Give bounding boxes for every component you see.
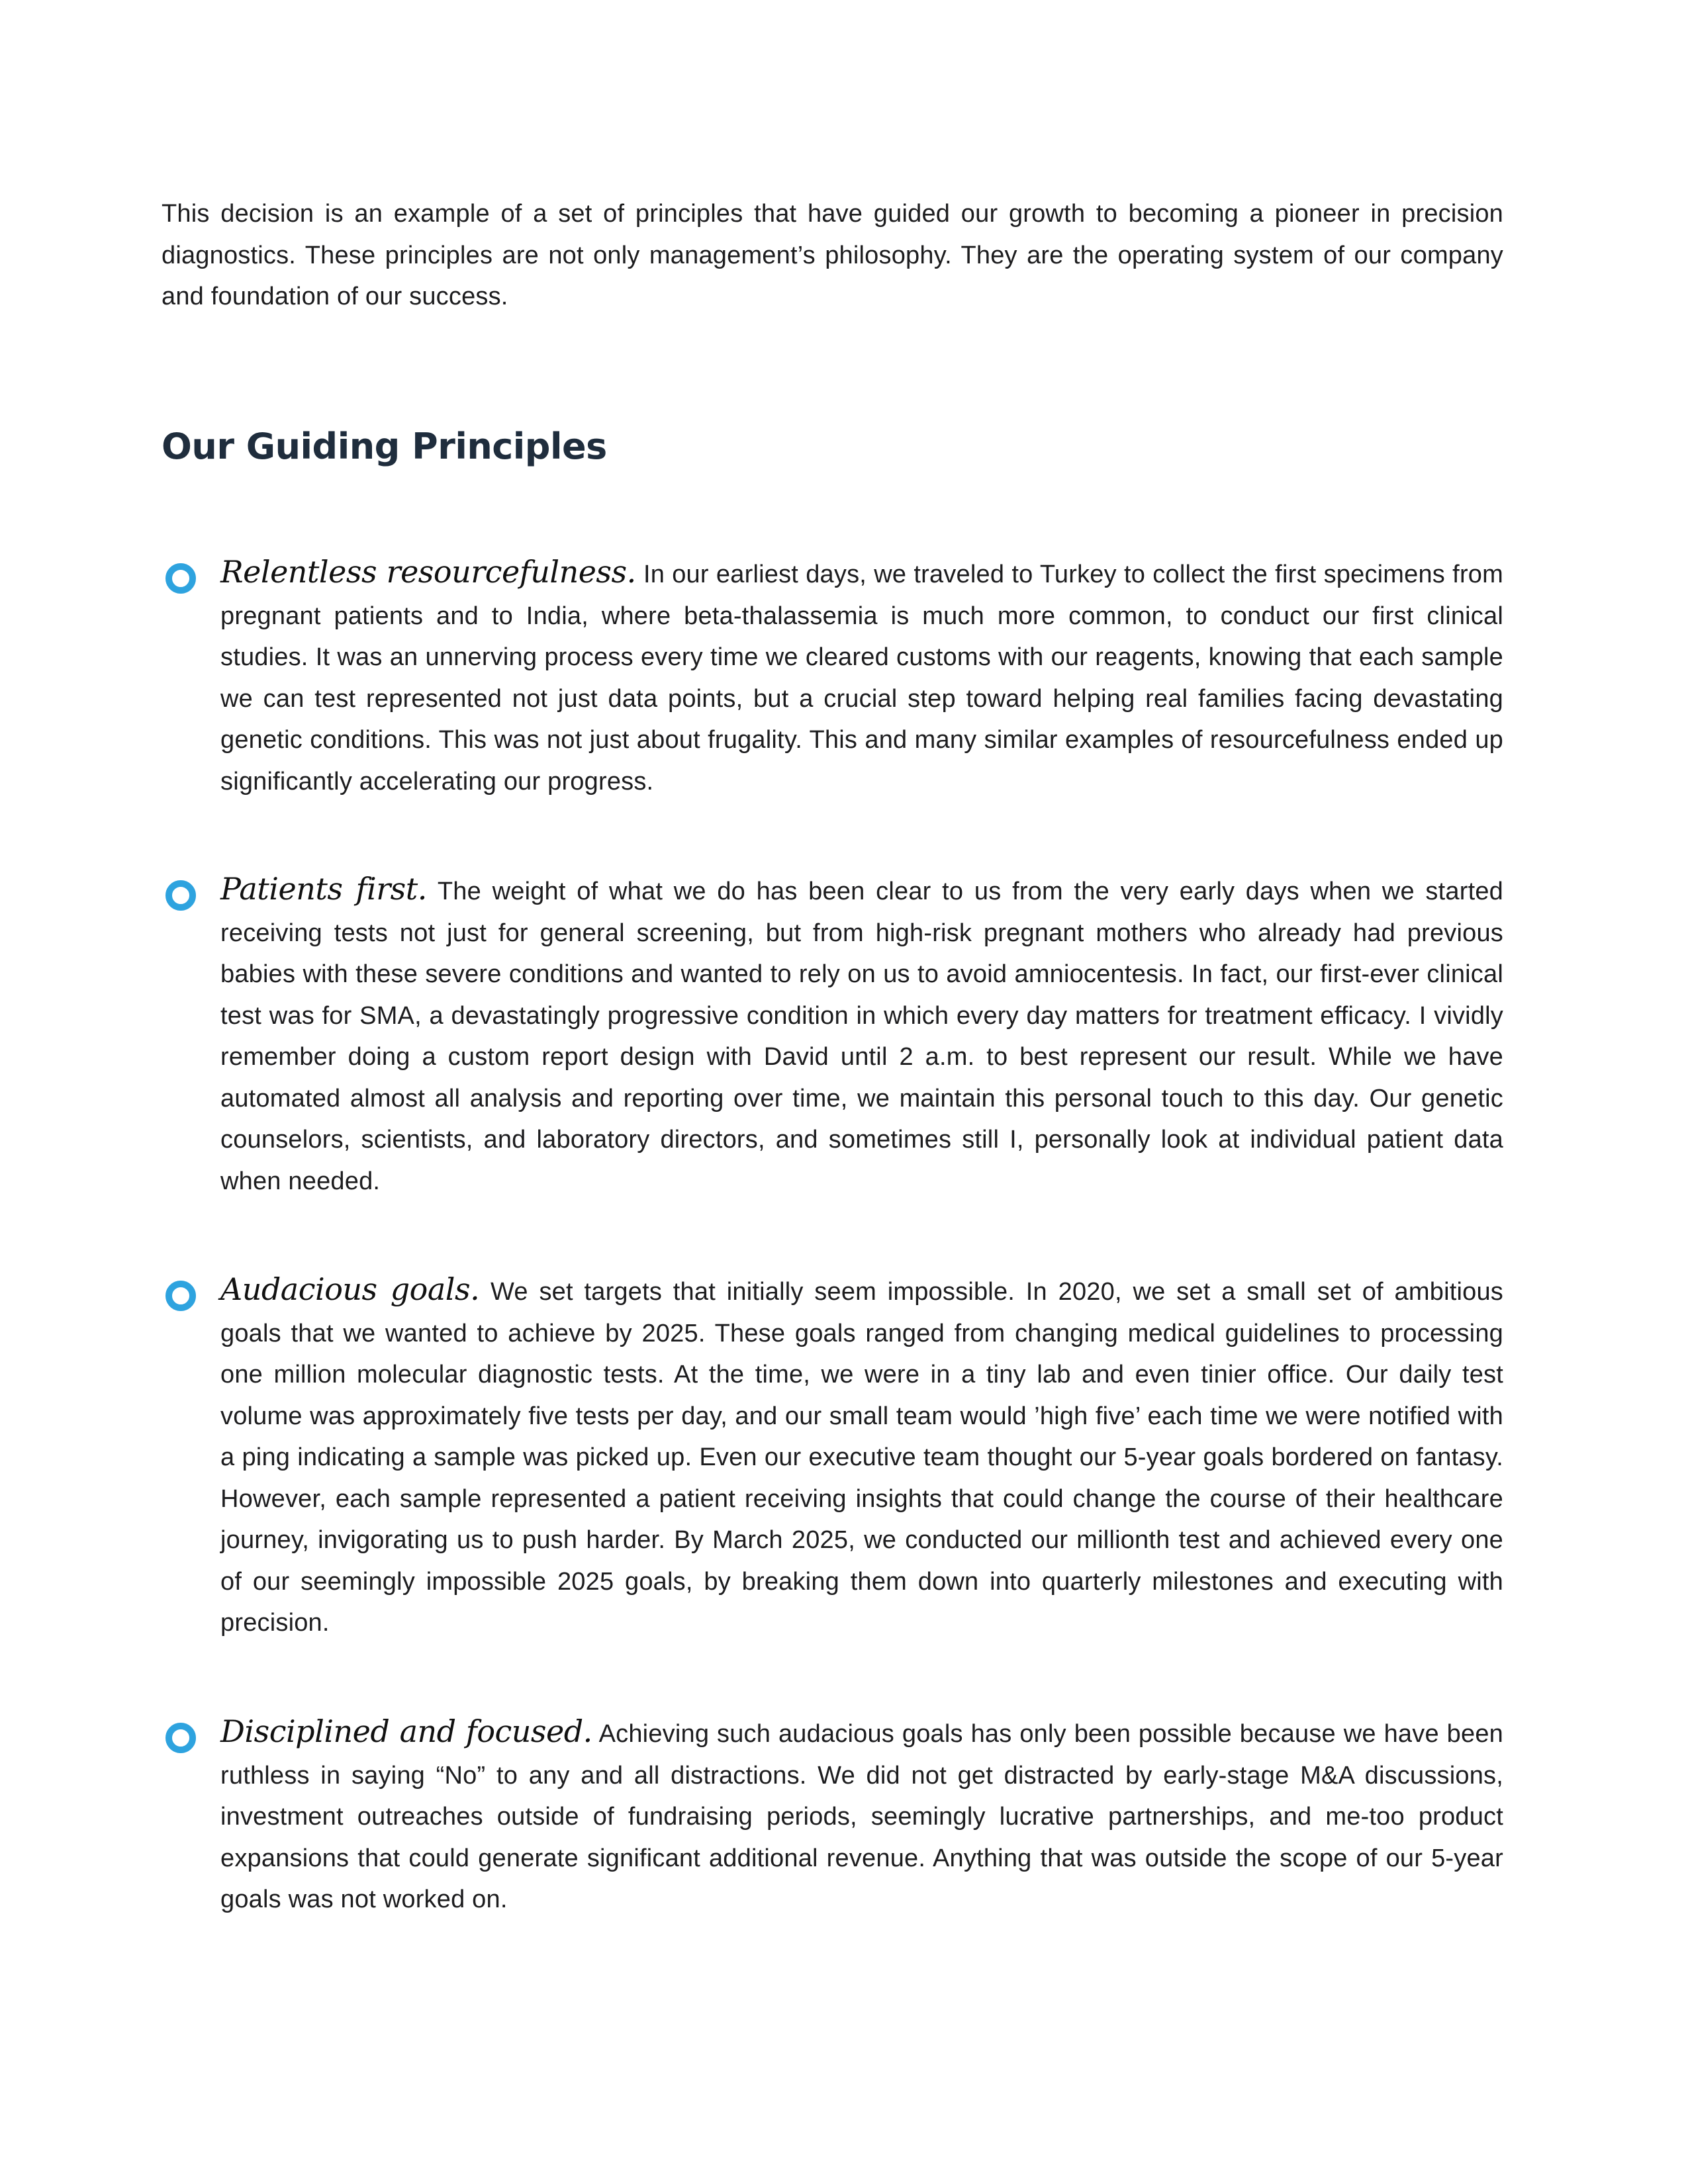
principle-body: The weight of what we do has been clear to us from the very early days when we started receiving tests not just for general screening, but from high-risk pregnant mothers who already had previous babies with these severe conditions and wanted to rely on us to avoid amniocentesis. In fact, our first-ever clinical test was for SMA, a devastatingly progressive condition in which every day matters for treatment efficacy. I vividly remember doing a custom report design with David until 2 a.m. to best represent our result. While we have automated almost all analysis and reporting over time, we maintain this personal touch to this day. Our genetic counselors, scientists, and laboratory directors, and sometimes still I, personally look at individual patient data when needed. xyxy=(220,878,1503,1195)
principle-body: Achieving such audacious goals has only been possible because we have been ruthless in saying “No” to any and all distractions. We did not get distracted by early-stage M&A discussions, investment outreaches outside of fundraising periods, seemingly lucrative partnerships, and me-too product expansions that could generate significant additional revenue. Anything that was outside the scope of our 5-year goals was not worked on. xyxy=(220,1720,1503,1913)
principle-item xyxy=(162,1269,1503,1644)
principle-body: In our earliest days, we traveled to Turkey to collect the first specimens from pregnant patients and to India, where beta-thalassemia is much more common, to conduct our first clinical studies. It was an unnerving process every time we cleared customs with our reagents, knowing that each sample we can test represented not just data points, but a crucial step toward helping real families facing devastating genetic conditions. This was not just about frugality. This and many similar examples of resourcefulness ended up significantly accelerating our progress. xyxy=(220,561,1503,796)
principle-title: Patients first. xyxy=(220,871,427,907)
principle-paragraph xyxy=(220,1269,1503,1644)
principle-item xyxy=(162,551,1503,802)
principle-item xyxy=(162,1711,1503,1921)
principle-paragraph xyxy=(220,868,1503,1202)
principle-title: Relentless resourcefulness. xyxy=(220,554,636,590)
principle-title: Audacious goals. xyxy=(220,1271,480,1307)
principle-body: We set targets that initially seem impossible. In 2020, we set a small set of ambitious goals that we wanted to achieve by 2025. These goals ranged from changing medical guidelines to processing one million molecular diagnostic tests. At the time, we were in a tiny lab and even tinier office. Our daily test volume was approximately five tests per day, and our small team would ’high five’ each time we were notified with a ping indicating a sample was picked up. Even our executive team thought our 5-year goals bordered on fantasy. However, each sample represented a patient receiving insights that could change the course of their healthcare journey, invigorating us to push harder. By March 2025, we conducted our millionth test and achieved every one of our seemingly impossible 2025 goals, by breaking them down into quarterly milestones and executing with precision. xyxy=(220,1278,1503,1637)
section-heading: Our Guiding Principles xyxy=(162,426,607,467)
principle-title: Disciplined and focused. xyxy=(220,1713,592,1749)
circle-bullet-icon xyxy=(165,880,196,911)
principle-paragraph xyxy=(220,551,1503,802)
circle-bullet-icon xyxy=(165,1281,196,1311)
principle-paragraph xyxy=(220,1711,1503,1921)
circle-bullet-icon xyxy=(165,563,196,594)
principle-item xyxy=(162,868,1503,1202)
intro-paragraph: This decision is an example of a set of principles that have guided our growth to becoming a pioneer in precision diagnostics. These principles are not only management’s philosophy. They are the operating system of our company and foundation of our success. xyxy=(162,200,1503,310)
circle-bullet-icon xyxy=(165,1723,196,1753)
